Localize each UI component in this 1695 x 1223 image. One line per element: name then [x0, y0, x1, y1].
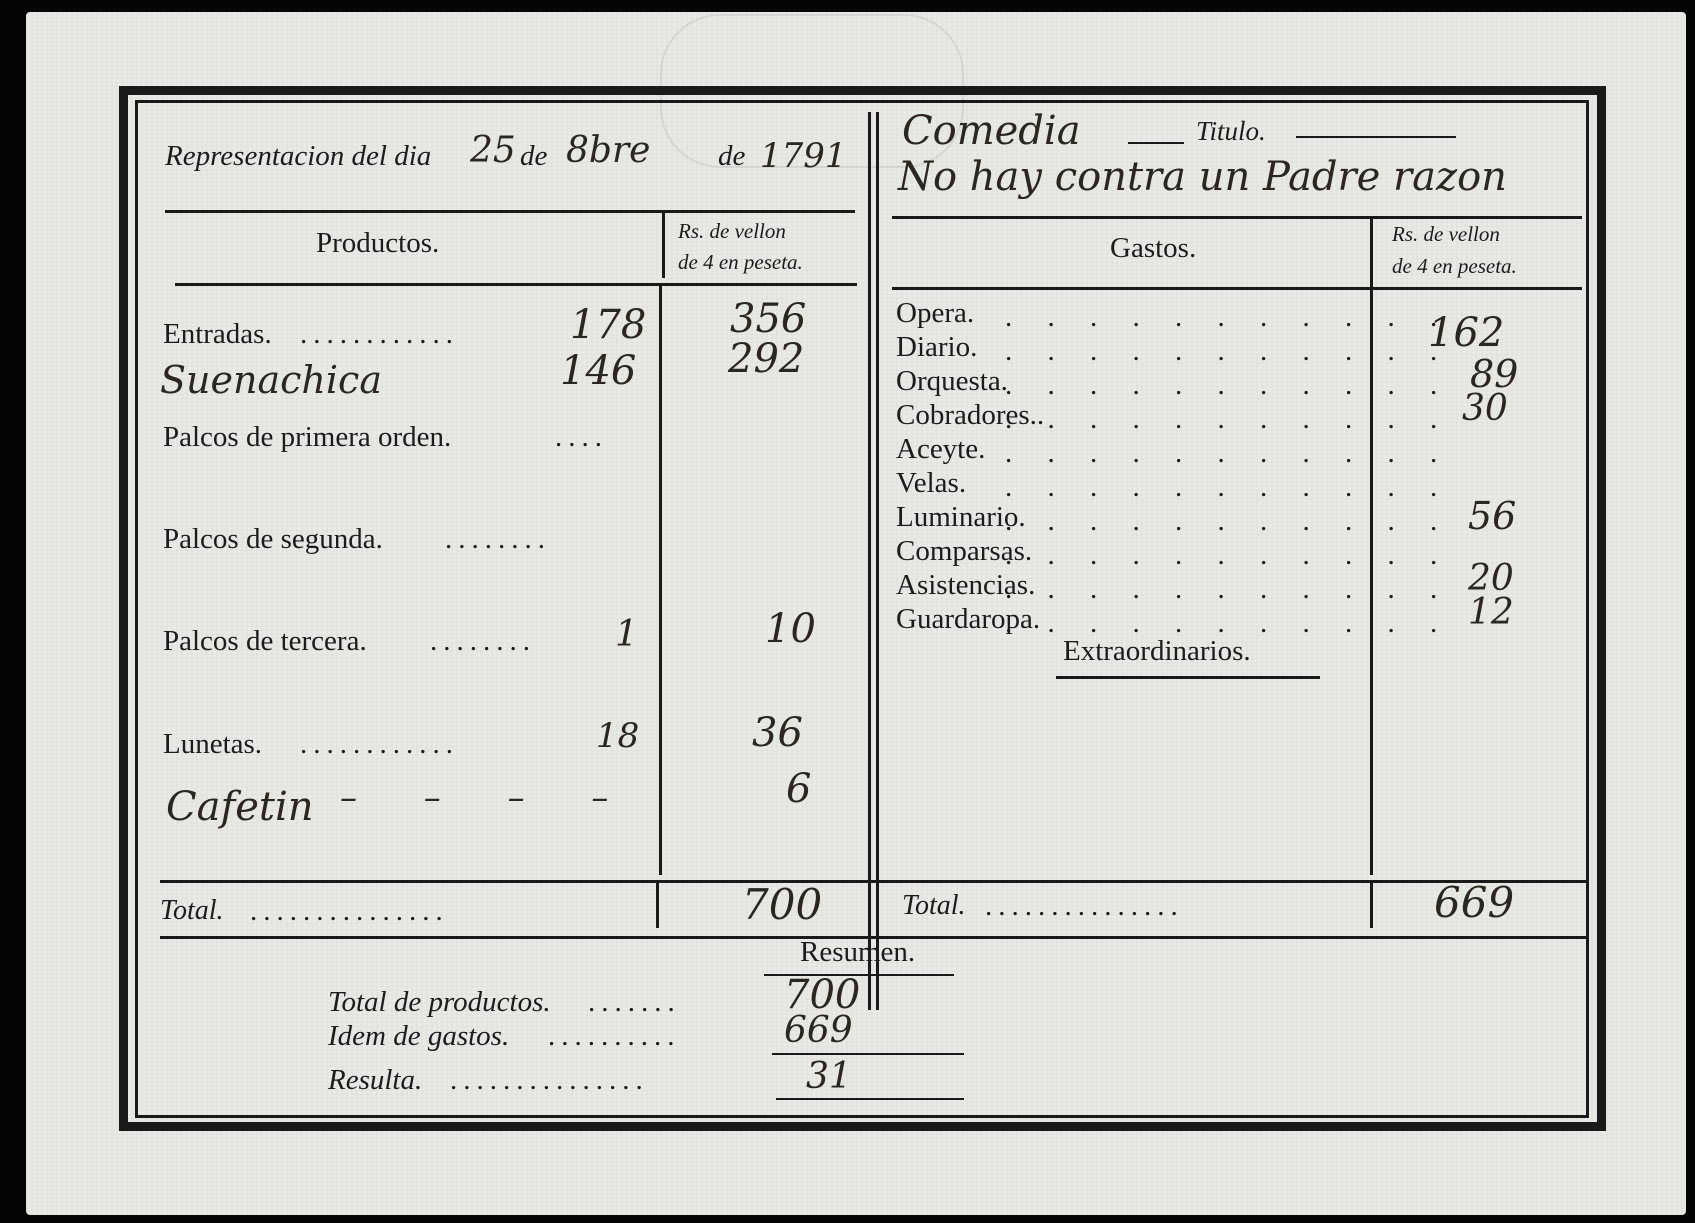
extraordinarios-label: Extraordinarios.	[1063, 635, 1251, 667]
gastos-total-label: Total.	[902, 890, 966, 921]
header-rule-left	[165, 210, 855, 213]
gastos-dot-leaders: . . . . . . . . . . . . . . . . . . . . . . . . . . . . . . . . . . . . . . . . . . . . . . . . . . . . . . . . . . . . . . . . . . . . . . . . . . . . . . . . . . . . . . . . . . . . . . . . . . . . . . . . . . . . . .	[1005, 301, 1452, 639]
dots-leader: ...............	[450, 1064, 649, 1096]
representation-prefix: Representacion del dia	[165, 140, 432, 172]
center-divider	[868, 112, 871, 1010]
title-dash-left	[1128, 142, 1184, 144]
month-value: 8bre	[566, 130, 651, 171]
dots-leader: ..........	[548, 1020, 681, 1052]
dots-leader: ........	[445, 523, 551, 555]
gasto-diario-label: Diario.	[896, 331, 978, 363]
dots-leader: ............	[300, 728, 459, 760]
productos-currency-1: Rs. de vellon	[678, 219, 786, 243]
gastos-currency-2: de 4 en peseta.	[1392, 254, 1517, 278]
productos-total-label: Total.	[160, 895, 224, 926]
resumen-resulta-value: 31	[806, 1056, 852, 1097]
gasto-comparsas-label: Comparsas.	[896, 535, 1033, 567]
dots-leader: ........	[430, 625, 536, 657]
de-label-1: de	[520, 140, 548, 172]
dots-leader: ...............	[250, 895, 449, 927]
dots-leader: ....	[555, 421, 608, 453]
total-right-divider	[1370, 882, 1373, 928]
gasto-cobradores-label: Cobradores..	[896, 399, 1045, 431]
gasto-asistencias-label: Asistencias.	[896, 569, 1036, 601]
gasto-orquesta-label: Orquesta.	[896, 365, 1008, 397]
center-divider-2	[876, 112, 879, 1010]
gasto-luminario-label: Luminario.	[896, 501, 1026, 533]
gasto-orquesta-amount: 89	[1470, 352, 1519, 396]
resumen-resulta-label: Resulta.	[328, 1064, 423, 1096]
resumen-productos-label: Total de productos.	[328, 986, 551, 1018]
resumen-heading: Resumen.	[800, 936, 916, 968]
dots-leader: .......	[588, 986, 681, 1018]
gasto-velas-label: Velas.	[896, 467, 967, 499]
row-lunetas-count: 18	[596, 716, 640, 756]
gastos-total-value: 669	[1434, 878, 1515, 927]
total-top-rule	[160, 880, 1588, 883]
day-value: 25	[470, 130, 516, 171]
right-header-divider	[1370, 218, 1373, 288]
row-lunetas-label: Lunetas.	[163, 728, 263, 760]
row-palcos-primera-label: Palcos de primera orden.	[163, 421, 452, 453]
gasto-cobradores-amount: 30	[1462, 388, 1508, 429]
resumen-sum-rule	[772, 1053, 964, 1055]
row-palcos-tercera-amount: 10	[765, 606, 816, 652]
header-bottom-rule-left	[175, 283, 857, 286]
productos-heading: Productos.	[316, 227, 440, 259]
gasto-aceyte-label: Aceyte.	[896, 433, 986, 465]
row-suenachica-label: Suenachica	[160, 358, 382, 402]
gasto-asistencias-amount: 20	[1468, 558, 1514, 599]
left-header-divider	[662, 212, 665, 278]
title-label: Titulo.	[1196, 116, 1266, 146]
row-entradas-amount: 356	[730, 296, 807, 342]
de-label-2: de	[718, 140, 746, 172]
resumen-resulta-rule	[776, 1098, 964, 1100]
title-dash-right	[1296, 136, 1456, 138]
gasto-diario-amount: 162	[1428, 310, 1505, 356]
row-cafetin-amount: 6	[786, 766, 812, 812]
total-left-divider	[656, 882, 659, 928]
row-suenachica-count: 146	[560, 348, 637, 394]
header-bottom-rule-right	[892, 287, 1582, 290]
resumen-productos-value: 700	[784, 972, 861, 1018]
gastos-heading: Gastos.	[1110, 232, 1197, 264]
year-value: 1791	[760, 136, 847, 176]
row-entradas-count: 178	[570, 302, 647, 348]
row-cafetin-label: Cafetin	[166, 784, 314, 830]
gasto-guardaropa-amount: 12	[1468, 592, 1514, 633]
productos-currency-2: de 4 en peseta.	[678, 250, 803, 274]
play-title: No hay contra un Padre razon	[898, 154, 1507, 200]
gastos-currency-1: Rs. de vellon	[1392, 222, 1500, 246]
row-entradas-label: Entradas.	[163, 318, 272, 350]
row-palcos-segunda-label: Palcos de segunda.	[163, 523, 383, 555]
dots-leader: ............	[300, 318, 459, 350]
gasto-opera-label: Opera.	[896, 297, 975, 329]
dash-leader: – – – –	[340, 778, 637, 818]
row-palcos-tercera-count: 1	[615, 614, 638, 655]
genre-value: Comedia	[902, 108, 1081, 154]
productos-total-value: 700	[742, 880, 823, 929]
gasto-luminario-amount: 56	[1468, 494, 1517, 538]
row-lunetas-amount: 36	[752, 710, 803, 756]
resumen-gastos-value: 669	[784, 1010, 853, 1051]
extraordinarios-rule	[1056, 676, 1320, 679]
row-suenachica-amount: 292	[728, 336, 805, 382]
row-palcos-tercera-label: Palcos de tercera.	[163, 625, 367, 657]
dots-leader: ...............	[985, 890, 1184, 922]
resumen-gastos-label: Idem de gastos.	[328, 1020, 510, 1052]
gasto-guardaropa-label: Guardaropa.	[896, 603, 1041, 635]
left-column-divider	[659, 285, 662, 875]
header-rule-right	[892, 216, 1582, 219]
